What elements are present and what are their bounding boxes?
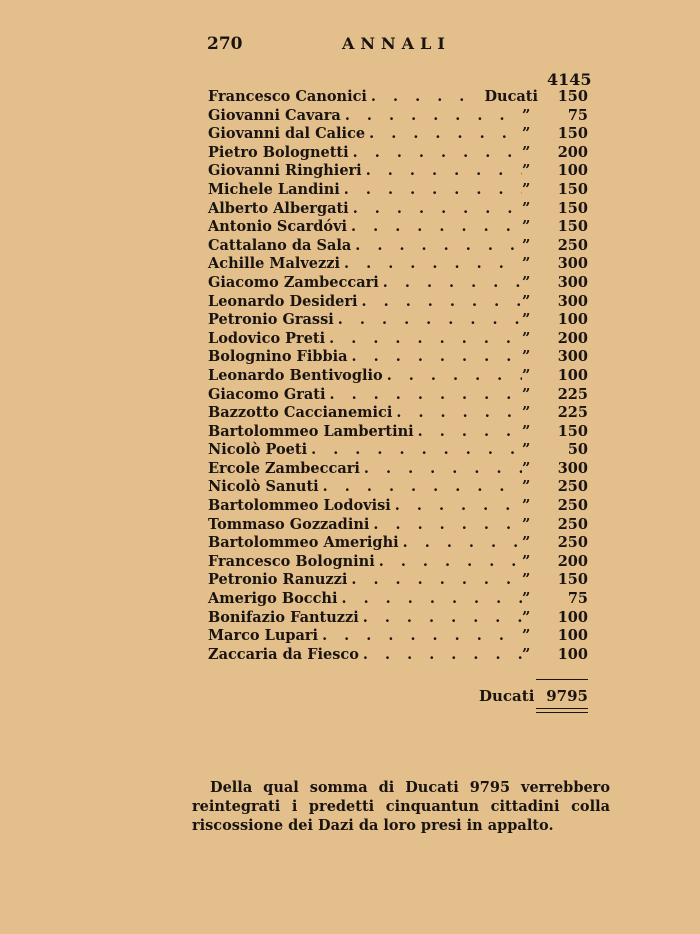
entry-amount: 200 [557, 329, 588, 347]
dot-leader [341, 107, 522, 126]
entry-name: Ercole Zambeccari [208, 459, 360, 477]
entry-amount: 100 [557, 366, 588, 384]
ditto-mark: ” [522, 329, 531, 347]
ledger-row [208, 218, 588, 237]
entry-name: Achille Malvezzi [208, 255, 341, 273]
dot-leader [348, 348, 522, 367]
dot-leader [367, 88, 475, 107]
ledger-row [208, 441, 588, 460]
ledger-row [208, 330, 588, 349]
ledger-row [208, 311, 588, 330]
entry-name: Antonio Scardóvi [208, 218, 348, 236]
ledger-row [208, 237, 588, 256]
currency-label: Ducati [484, 88, 538, 105]
ledger-row [208, 125, 588, 144]
entry-name: Giacomo Grati [208, 385, 326, 403]
ledger-row [208, 460, 588, 479]
ditto-mark: ” [522, 441, 531, 459]
ledger-row [208, 367, 588, 386]
ledger-row [208, 423, 588, 442]
dot-leader [379, 274, 522, 293]
ditto-mark: ” [522, 478, 531, 496]
entry-amount: 250 [557, 497, 588, 515]
entry-name: Michele Landini [208, 180, 340, 198]
entry-name: Giovanni Ringhieri [208, 162, 362, 180]
dot-leader [340, 255, 522, 274]
ledger-row [208, 274, 588, 293]
entry-amount: 200 [557, 552, 588, 570]
entry-amount: 225 [557, 385, 588, 403]
ditto-mark: ” [522, 236, 531, 254]
entry-amount: 225 [557, 404, 588, 422]
ditto-mark: ” [522, 497, 531, 515]
ditto-mark: ” [522, 552, 531, 570]
ditto-mark: ” [522, 143, 531, 161]
dot-leader [347, 571, 522, 590]
entry-amount: 150 [557, 180, 588, 198]
ditto-mark: ” [522, 515, 531, 533]
entry-amount: 200 [557, 143, 588, 161]
dot-leader [359, 646, 522, 665]
entry-amount: 250 [557, 478, 588, 496]
entry-name: Petronio Grassi [208, 311, 334, 329]
ledger-row [208, 181, 588, 200]
ledger-row [208, 255, 588, 274]
ledger-row [208, 534, 588, 553]
entry-name: Marco Lupari [208, 627, 319, 645]
ledger-row [208, 646, 588, 665]
entry-amount: 100 [557, 627, 588, 645]
entry-amount: 300 [557, 348, 588, 366]
ledger-row [208, 516, 588, 535]
ditto-mark: ” [522, 571, 531, 589]
entry-amount: 150 [557, 199, 588, 217]
dot-leader [360, 460, 522, 479]
entry-name: Nicolò Sanuti [208, 478, 319, 496]
ledger-row [208, 497, 588, 516]
dot-leader [347, 218, 522, 237]
entry-amount: 150 [557, 125, 588, 143]
entry-name: Giovanni dal Calice [208, 125, 366, 143]
entry-name: Giovanni Cavara [208, 106, 341, 124]
entry-amount: 75 [567, 590, 588, 608]
closing-paragraph: Della qual somma di Ducati 9795 verrebbero reintegrati i predetti cinquantun cittadini colla riscossione dei Dazi da loro presi in appalto. [192, 778, 610, 834]
ditto-mark: ” [522, 292, 531, 310]
carried-forward-amount: 4145 [547, 70, 592, 89]
ditto-mark: ” [522, 348, 531, 366]
entry-amount: 100 [557, 162, 588, 180]
entry-name: Bartolommeo Lambertini [208, 422, 414, 440]
ditto-mark: ” [522, 180, 531, 198]
ditto-mark: ” [522, 404, 531, 422]
ledger-row [208, 162, 588, 181]
entry-name: Tommaso Gozzadini [208, 515, 370, 533]
dot-leader [349, 200, 522, 219]
entry-name: Bolognino Fibbia [208, 348, 348, 366]
dot-leader [369, 516, 522, 535]
ditto-mark: ” [522, 608, 531, 626]
entry-name: Nicolò Poeti [208, 441, 308, 459]
entry-name: Cattalano da Sala [208, 236, 352, 254]
entry-name: Leonardo Desideri [208, 292, 358, 310]
entry-name: Pietro Bolognetti [208, 143, 349, 161]
entry-amount: 150 [557, 571, 588, 589]
entry-amount: 150 [557, 88, 588, 105]
ledger-row [208, 627, 588, 646]
entry-amount: 300 [557, 292, 588, 310]
dot-leader [414, 423, 522, 442]
total-label: Ducati [479, 687, 535, 705]
ledger-row [208, 571, 588, 590]
ditto-mark: ” [522, 627, 531, 645]
total-double-rule [536, 708, 588, 713]
running-title: ANNALI [342, 34, 451, 53]
dot-leader [325, 386, 522, 405]
dot-leader [358, 293, 522, 312]
ledger-row [208, 609, 588, 628]
entry-name: Bartolommeo Amerighi [208, 534, 399, 552]
dot-leader [365, 125, 522, 144]
dot-leader [340, 181, 522, 200]
ledger-row [208, 478, 588, 497]
dot-leader [359, 609, 522, 628]
entry-name: Bazzotto Caccianemici [208, 404, 393, 422]
ditto-mark: ” [522, 125, 531, 143]
ditto-mark: ” [522, 590, 531, 608]
dot-leader [399, 534, 522, 553]
entry-name: Bartolommeo Lodovisi [208, 497, 391, 515]
entry-amount: 300 [557, 255, 588, 273]
entry-amount: 150 [557, 422, 588, 440]
entry-name: Giacomo Zambeccari [208, 273, 379, 291]
entry-amount: 50 [567, 441, 588, 459]
ditto-mark: ” [522, 218, 531, 236]
ditto-mark: ” [522, 645, 531, 663]
entry-amount: 100 [557, 608, 588, 626]
entry-amount: 250 [557, 236, 588, 254]
entry-name: Zaccaria da Fiesco [208, 645, 359, 663]
entry-name: Francesco Bolognini [208, 552, 375, 570]
ditto-mark: ” [522, 199, 531, 217]
ledger-list [208, 88, 588, 664]
ledger-row [208, 88, 588, 107]
dot-leader [383, 367, 522, 386]
entry-amount: 300 [557, 273, 588, 291]
entry-name: Amerigo Bocchi [208, 590, 338, 608]
dot-leader [375, 553, 522, 572]
ledger-row [208, 107, 588, 126]
ledger-row [208, 553, 588, 572]
entry-amount: 100 [557, 645, 588, 663]
ditto-mark: ” [522, 366, 531, 384]
ditto-mark: ” [522, 385, 531, 403]
ledger-row [208, 144, 588, 163]
entry-amount: 300 [557, 459, 588, 477]
ditto-mark: ” [522, 534, 531, 552]
entry-amount: 75 [567, 106, 588, 124]
ledger-row [208, 404, 588, 423]
ditto-mark: ” [522, 459, 531, 477]
entry-name: Francesco Canonici [208, 88, 367, 105]
dot-leader [392, 404, 522, 423]
dot-leader [319, 478, 522, 497]
ledger-row [208, 200, 588, 219]
dot-leader [325, 330, 522, 349]
ledger-row [208, 590, 588, 609]
dot-leader [337, 590, 522, 609]
ditto-mark: ” [522, 311, 531, 329]
entry-name: Petronio Ranuzzi [208, 571, 348, 589]
ditto-mark: ” [522, 255, 531, 273]
ditto-mark: ” [522, 162, 531, 180]
entry-amount: 250 [557, 534, 588, 552]
dot-leader [351, 237, 522, 256]
ledger-row [208, 348, 588, 367]
dot-leader [349, 144, 522, 163]
ditto-mark: ” [522, 106, 531, 124]
ledger-row [208, 386, 588, 405]
dot-leader [362, 162, 522, 181]
entry-name: Leonardo Bentivoglio [208, 366, 383, 384]
dot-leader [391, 497, 522, 516]
page-number: 270 [207, 34, 243, 54]
ditto-mark: ” [522, 422, 531, 440]
entry-name: Lodovico Preti [208, 329, 326, 347]
entry-amount: 250 [557, 515, 588, 533]
entry-name: Alberto Albergati [208, 199, 349, 217]
total-rule [536, 679, 588, 680]
dot-leader [318, 627, 522, 646]
dot-leader [307, 441, 522, 460]
entry-amount: 150 [557, 218, 588, 236]
ditto-mark: ” [522, 273, 531, 291]
dot-leader [334, 311, 522, 330]
entry-amount: 100 [557, 311, 588, 329]
ledger-row [208, 293, 588, 312]
entry-name: Bonifazio Fantuzzi [208, 608, 359, 626]
total-value: 9795 [546, 687, 588, 705]
